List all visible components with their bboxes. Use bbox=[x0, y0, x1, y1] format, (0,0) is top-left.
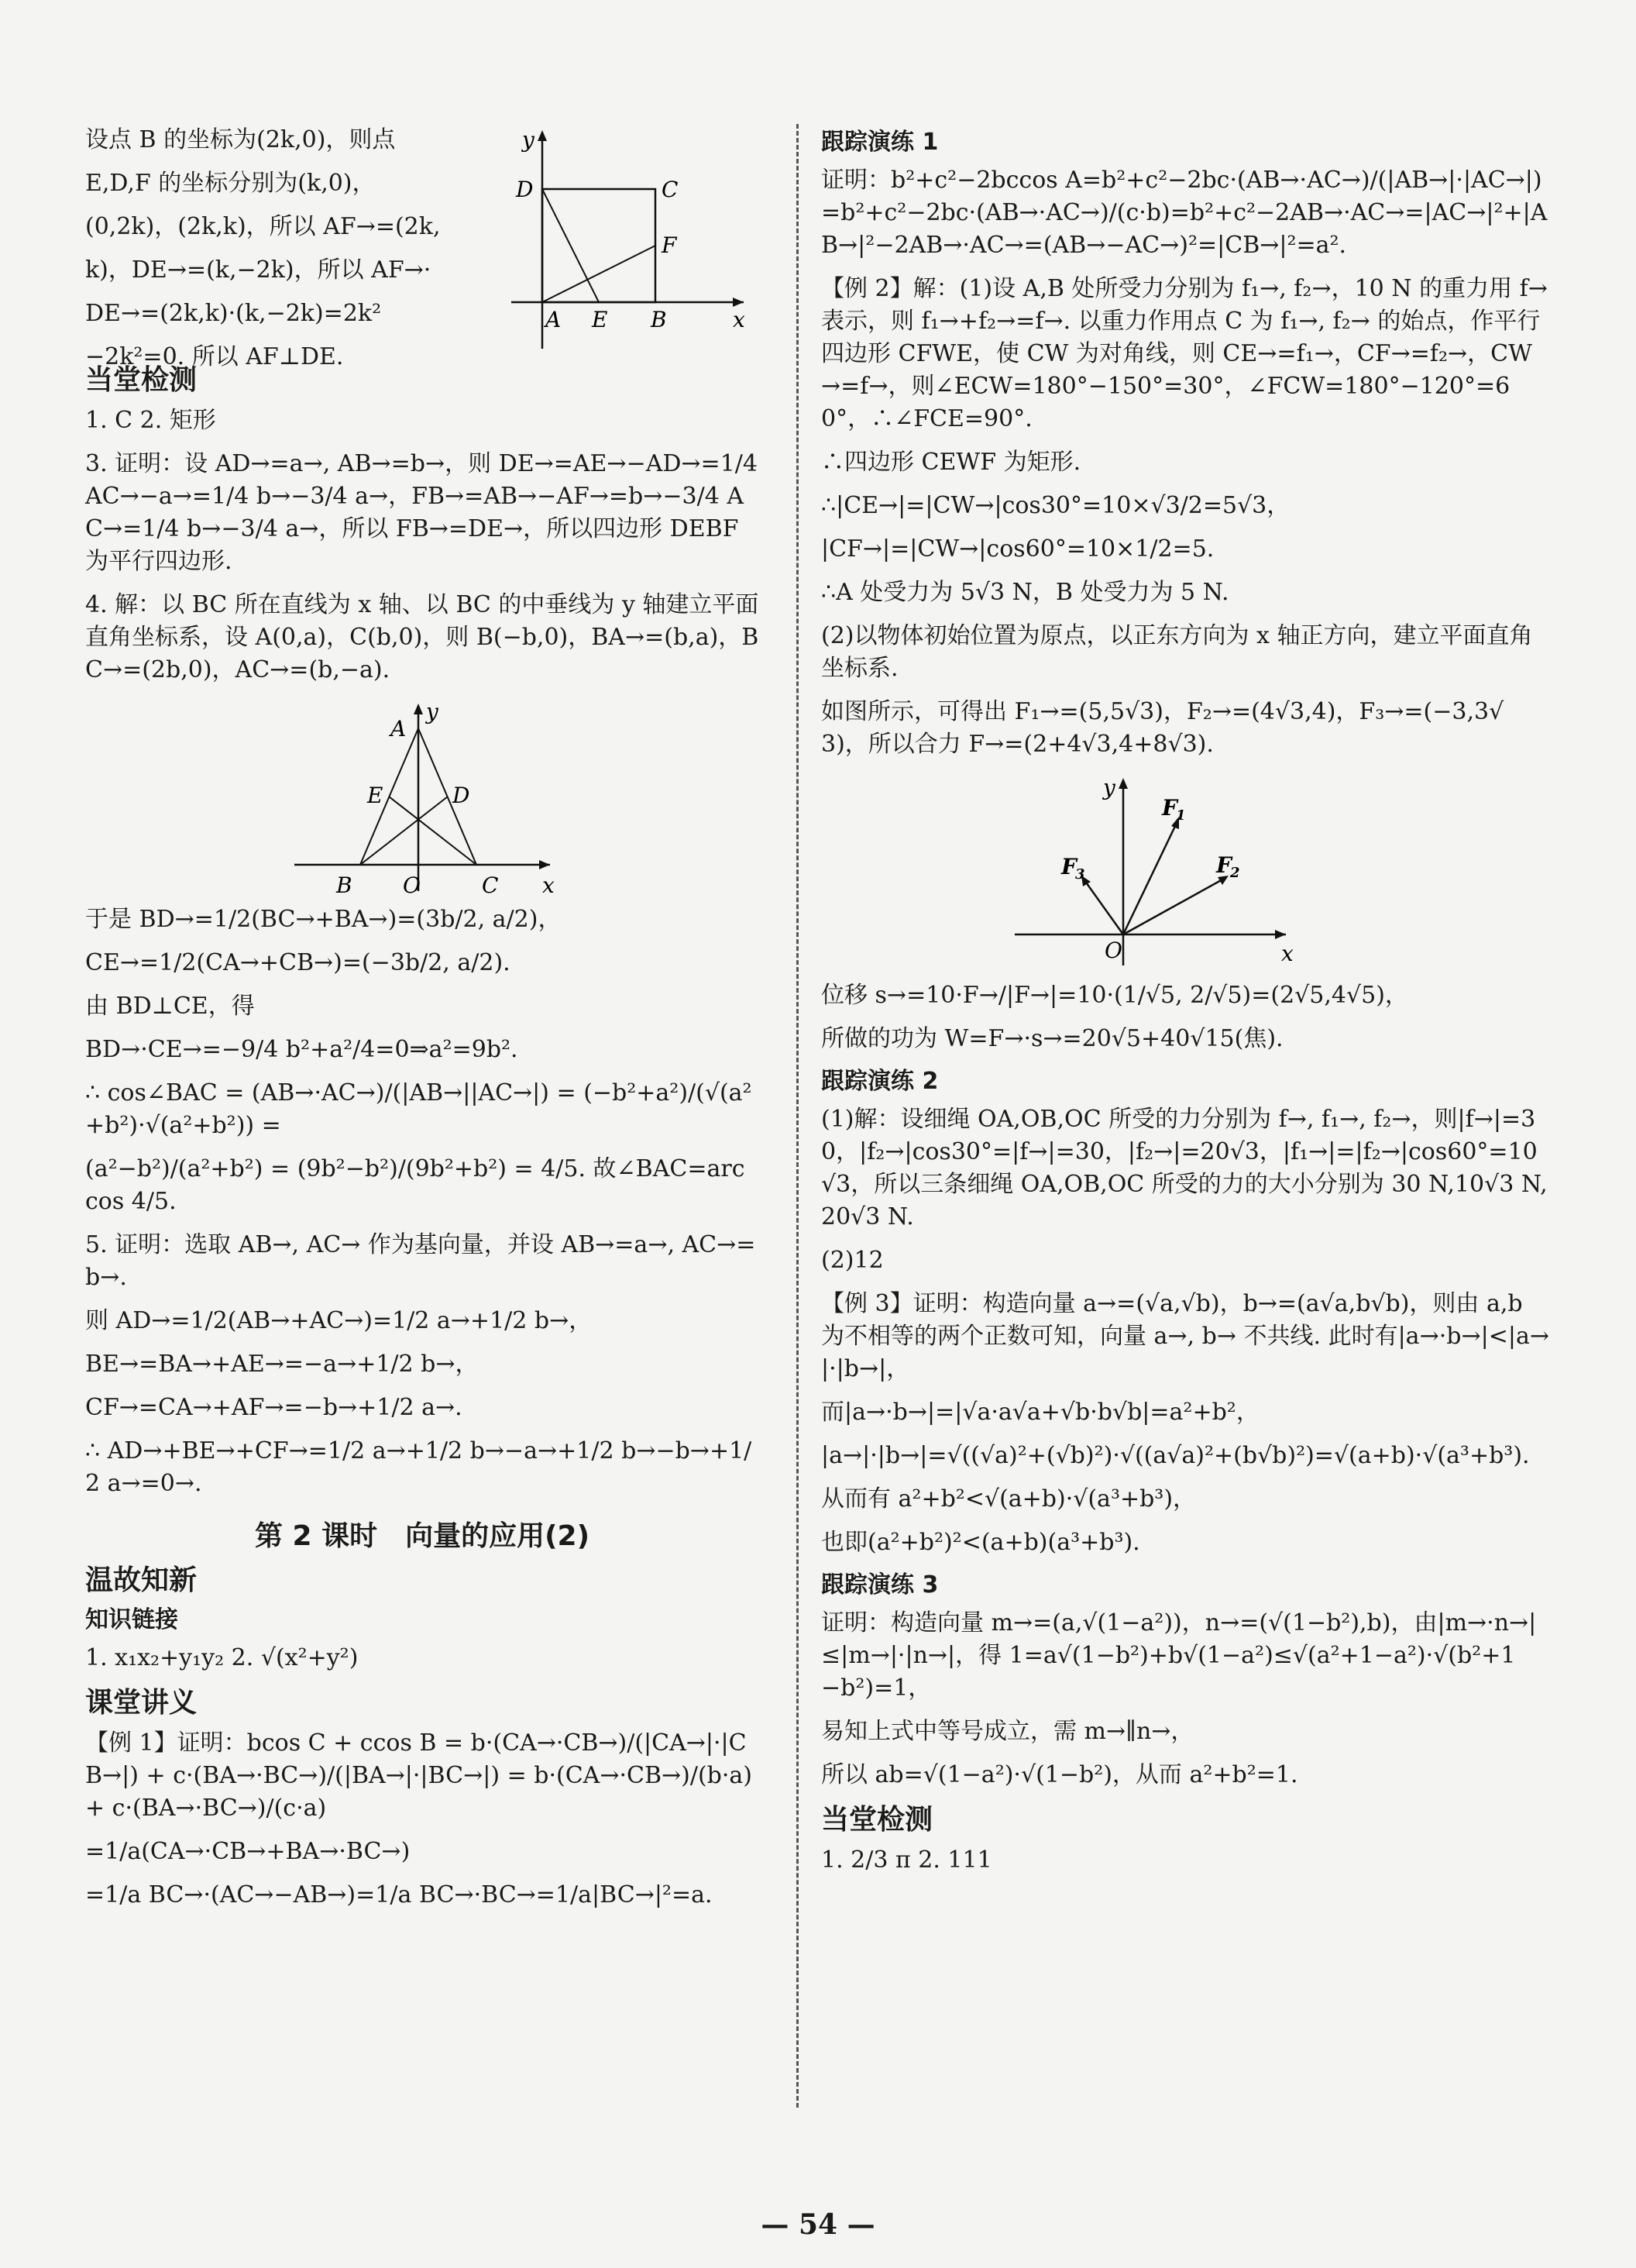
fig1-label-A: A bbox=[545, 307, 562, 332]
answer-line: BE→=BA→+AE→=−a→+1/2 b→， bbox=[85, 1351, 479, 1378]
section-heading-check: 当堂检测 bbox=[85, 364, 198, 396]
answer-line: (2)以物体初始位置为原点，以正东方向为 x 轴正方向，建立平面直角坐标系. bbox=[821, 622, 1533, 682]
fig3-label-F3: F bbox=[1061, 854, 1077, 879]
fig2-label-B: B bbox=[336, 872, 352, 898]
answer-line: ∴ cos∠BAC = (AB→·AC→)/(|AB→||AC→|) = (−b²+a²)/(√(a²+b²)·√(a²+b²)) = bbox=[85, 1079, 752, 1139]
fig3-label-F3-sub: 3 bbox=[1075, 866, 1085, 883]
answer-line: 【例 1】证明：bcos C + ccos B = b·(CA→·CB→)/(|CA→|·|CB→|) + c·(BA→·BC→)/(|BA→|·|BC→|) = b·(CA→·CB→)/(b·a) + c·(BA→·BC→)/(c·a) bbox=[85, 1729, 752, 1822]
fig1-label-C: C bbox=[662, 177, 679, 202]
intro-line: (0,2k)，(2k,k)，所以 AF→=(2k, bbox=[85, 213, 441, 240]
answer-line: 于是 BD→=1/2(BC→+BA→)=(3b/2, a/2)， bbox=[85, 906, 562, 933]
answer-line: 由 BD⊥CE，得 bbox=[85, 993, 255, 1020]
fig3-label-O: O bbox=[1105, 938, 1122, 963]
answer-line: 则 AD→=1/2(AB→+AC→)=1/2 a→+1/2 b→， bbox=[85, 1307, 593, 1334]
intro-line: k)，DE→=(k,−2k)，所以 AF→· bbox=[85, 256, 431, 284]
answer-line: 1. x₁x₂+y₁y₂ 2. √(x²+y²) bbox=[85, 1644, 359, 1671]
section-heading-track3: 跟踪演练 3 bbox=[821, 1571, 939, 1599]
left-column bbox=[85, 124, 759, 1922]
fig2-label-A: A bbox=[390, 716, 407, 742]
answer-line: ∴A 处受力为 5√3 N，B 处受力为 5 N. bbox=[821, 579, 1229, 606]
fig2-label-D: D bbox=[452, 783, 470, 808]
answer-line: 【例 2】解：(1)设 A,B 处所受力分别为 f₁→, f₂→，10 N 的重力用 f→ 表示，则 f₁→+f₂→=f→. 以重力作用点 C 为 f₁→, f₂→ 的始点，作平行四边形 CFWE，使 CW 为对角线，则 CE→=f₁→，CF→=f₂→，CW→=f→，则∠ECW=180°−150°=30°，∠FCW=180°−120°=60°，∴∠FCE=90°. bbox=[821, 275, 1548, 432]
answer-line: 3. 证明：设 AD→=a→, AB→=b→，则 DE→=AE→−AD→=1/4 AC→−a→=1/4 b→−3/4 a→，FB→=AB→−AF→=b→−3/4 AC→=1/4 b→−3/4 a→，所以 FB→=DE→，所以四边形 DEBF 为平行四边形. bbox=[85, 450, 758, 575]
intro-line: −2k²=0. 所以 AF⊥DE. bbox=[85, 343, 344, 370]
page-number: — 54 — bbox=[761, 2208, 875, 2241]
answer-line: ∴四边形 CEWF 为矩形. bbox=[821, 449, 1081, 476]
answer-line: (1)解：设细绳 OA,OB,OC 所受的力分别为 f→, f₁→, f₂→，则|f→|=30，|f₂→|cos30°=|f→|=30，|f₂→|=20√3，|f₁→|=|f₂→|cos60°=10√3，所以三条细绳 OA,OB,OC 所受的力的大小分别为 30 N,10√3 N,20√3 N. bbox=[821, 1106, 1548, 1230]
intro-line: E,D,F 的坐标分别为(k,0)， bbox=[85, 170, 376, 197]
answer-line: 1. 2/3 π 2. 111 bbox=[821, 1846, 992, 1874]
answer-line: 从而有 a²+b²<√(a+b)·√(a³+b³)， bbox=[821, 1485, 1197, 1513]
answer-line: 证明：b²+c²−2bccos A=b²+c²−2bc·(AB→·AC→)/(|AB→|·|AC→|)=b²+c²−2bc·(AB→·AC→)/(c·b)=b²+c²−2AB→·AC→=|AC→|²+|AB→|²−2AB→·AC→=(AB→−AC→)²=|CB→|²=a². bbox=[821, 167, 1548, 259]
lesson-title: 第 2 课时 向量的应用(2) bbox=[254, 1520, 590, 1552]
answer-line: ∴|CE→|=|CW→|cos30°=10×√3/2=5√3， bbox=[821, 492, 1291, 519]
fig2-label-x: x bbox=[542, 872, 555, 898]
fig1-label-E: E bbox=[592, 307, 608, 332]
answer-line: |CF→|=|CW→|cos60°=10×1/2=5. bbox=[821, 535, 1215, 563]
answer-line: 所做的功为 W=F→·s→=20√5+40√15(焦). bbox=[821, 1025, 1284, 1052]
section-heading-check-2: 当堂检测 bbox=[821, 1804, 933, 1836]
column-divider bbox=[796, 124, 799, 2108]
answer-line: 位移 s→=10·F→/|F→|=10·(1/√5, 2/√5)=(2√5,4√5)， bbox=[821, 982, 1408, 1009]
square-figure bbox=[496, 124, 751, 356]
fig2-label-y: y bbox=[426, 699, 438, 724]
answer-line: (a²−b²)/(a²+b²) = (9b²−b²)/(9b²+b²) = 4/5. 故∠BAC=arc cos 4/5. bbox=[85, 1155, 745, 1215]
fig3-label-x: x bbox=[1281, 941, 1294, 966]
section-heading-review: 温故知新 bbox=[85, 1564, 198, 1596]
answer-line: BD→·CE→=−9/4 b²+a²/4=0⇒a²=9b². bbox=[85, 1036, 518, 1063]
answer-line: 也即(a²+b²)²<(a+b)(a³+b³). bbox=[821, 1529, 1140, 1556]
answer-line: 证明：构造向量 m→=(a,√(1−a²))，n→=(√(1−b²),b)，由|m→·n→|≤|m→|·|n→|，得 1=a√(1−b²)+b√(1−a²)≤√(a²+1−a²)·√(b²+1−b²)=1， bbox=[821, 1609, 1537, 1702]
answer-line: ∴ AD→+BE→+CF→=1/2 a→+1/2 b→−a→+1/2 b→−b→+1/2 a→=0→. bbox=[85, 1437, 752, 1497]
fig1-label-x: x bbox=[733, 307, 745, 332]
fig3-label-F1: F bbox=[1162, 795, 1177, 821]
section-heading-link: 知识链接 bbox=[85, 1606, 178, 1633]
answer-line: 而|a→·b→|=|√a·a√a+√b·b√b|=a²+b²， bbox=[821, 1399, 1260, 1426]
answer-line: 所以 ab=√(1−a²)·√(1−b²)，从而 a²+b²=1. bbox=[821, 1761, 1298, 1788]
answer-line: 如图所示，可得出 F₁→=(5,5√3)，F₂→=(4√3,4)，F₃→=(−3,3√3)，所以合力 F→=(2+4√3,4+8√3). bbox=[821, 698, 1504, 758]
intro-line: DE→=(2k,k)·(k,−2k)=2k² bbox=[85, 300, 382, 327]
answer-line: 易知上式中等号成立，需 m→∥n→， bbox=[821, 1718, 1194, 1745]
answer-line: (2)12 bbox=[821, 1247, 884, 1274]
fig3-label-F2-sub: 2 bbox=[1230, 865, 1240, 881]
answer-line: =1/a BC→·(AC→−AB→)=1/a BC→·BC→=1/a|BC→|²=a. bbox=[85, 1881, 713, 1908]
fig3-label-F1-sub: 1 bbox=[1176, 807, 1186, 824]
fig1-label-B: B bbox=[651, 307, 667, 332]
intro-line: 设点 B 的坐标为(2k,0)，则点 bbox=[85, 126, 396, 153]
fig2-label-O: O bbox=[403, 872, 421, 898]
answer-line: 4. 解：以 BC 所在直线为 x 轴、以 BC 的中垂线为 y 轴建立平面直角坐标系，设 A(0,a)，C(b,0)，则 B(−b,0)，BA→=(b,a)，BC→=(2b,0)，AC→=(b,−a). bbox=[85, 591, 759, 683]
fig3-label-y: y bbox=[1103, 775, 1115, 800]
answer-line: =1/a(CA→·CB→+BA→·BC→) bbox=[85, 1838, 411, 1865]
answer-line: 1. C 2. 矩形 bbox=[85, 407, 216, 434]
right-column bbox=[821, 124, 1549, 1888]
section-heading-lecture: 课堂讲义 bbox=[85, 1687, 198, 1719]
force-vector-figure bbox=[821, 772, 1549, 973]
answer-line: 【例 3】证明：构造向量 a→=(√a,√b)，b→=(a√a,b√b)，则由 a,b 为不相等的两个正数可知，向量 a→, b→ 不共线. 此时有|a→·b→|<|a→|·|b→|， bbox=[821, 1290, 1549, 1382]
fig2-label-E: E bbox=[367, 783, 383, 808]
answer-line: CE→=1/2(CA→+CB→)=(−3b/2, a/2). bbox=[85, 949, 510, 976]
fig1-label-D: D bbox=[516, 177, 534, 202]
triangle-figure bbox=[85, 697, 759, 899]
answer-line: 5. 证明：选取 AB→, AC→ 作为基向量，并设 AB→=a→, AC→=b→. bbox=[85, 1231, 756, 1291]
fig3-label-F2: F bbox=[1216, 852, 1232, 878]
fig2-label-C: C bbox=[482, 872, 499, 898]
intro-block bbox=[85, 124, 759, 370]
answer-line: |a→|·|b→|=√((√a)²+(√b)²)·√((a√a)²+(b√b)²)=√(a+b)·√(a³+b³). bbox=[821, 1442, 1530, 1469]
fig1-label-y: y bbox=[522, 127, 534, 153]
fig1-label-F: F bbox=[662, 232, 677, 258]
answer-line: CF→=CA→+AF→=−b→+1/2 a→. bbox=[85, 1394, 462, 1421]
section-heading-track2: 跟踪演练 2 bbox=[821, 1068, 939, 1095]
section-heading-track1: 跟踪演练 1 bbox=[821, 129, 939, 156]
